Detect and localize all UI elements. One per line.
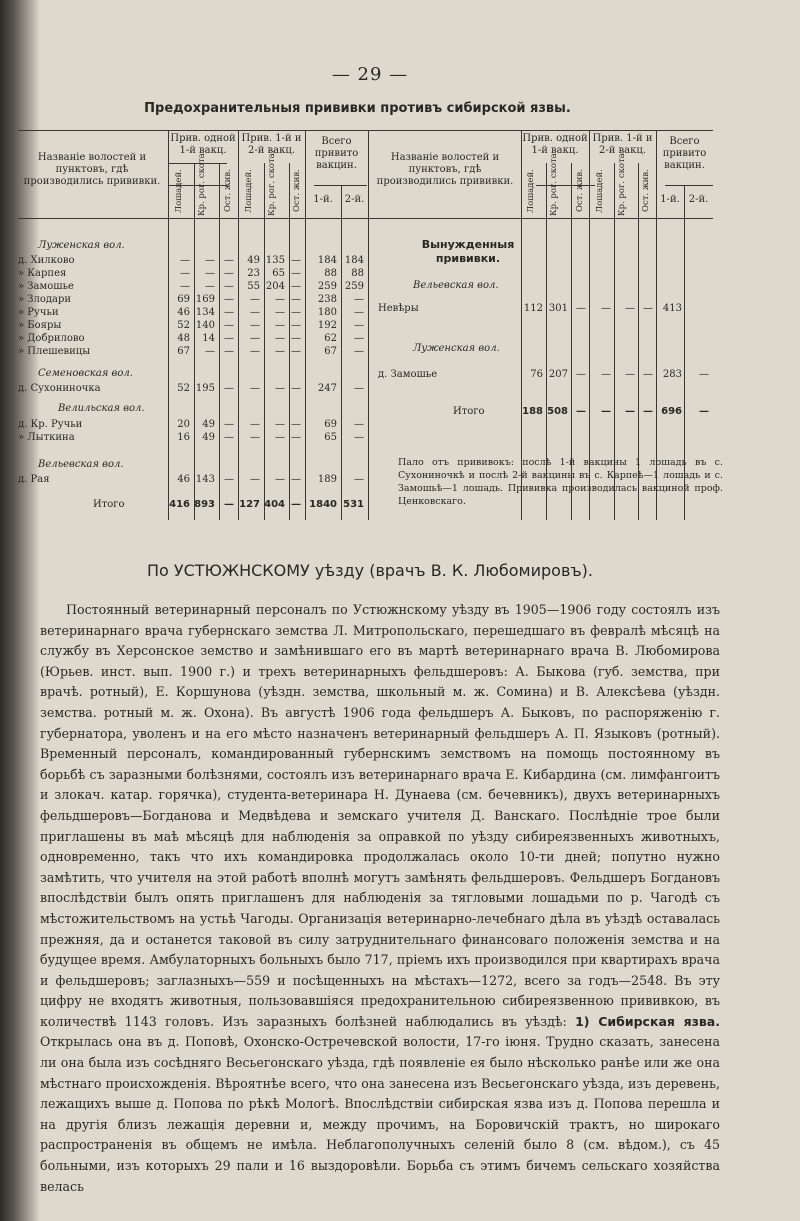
body-text	[40, 600, 720, 1197]
header-group1-right: Прив. одной 1-й вакц.	[522, 133, 588, 156]
header-horses-2: Лошадей.	[244, 169, 254, 213]
header-group3: Всего привито вакцин.	[314, 136, 359, 171]
table-total-row: Итого 188 508 — — — — 696 —	[453, 406, 709, 417]
table-row: » Бояры 52 140 — — — — 192 —	[18, 320, 364, 331]
vaccination-table	[18, 130, 723, 520]
table-row: д. Рая 46 143 — — — — 189 —	[18, 474, 364, 485]
table-title: Предохранительныя прививки противъ сибирской язвы.	[144, 101, 571, 116]
header-others-2: Ост. жив.	[292, 169, 302, 213]
table-row: д. Кр. Ручьи 20 49 — — — — 69 —	[18, 419, 364, 430]
body-paragraph: Постоянный ветеринарный персоналъ по Устюжнскому уѣзду въ 1905—1906 году состоялъ изъ ветеринарнаго врача губернскаго земства Л. Митропольскаго, перешедшаго въ февралѣ мѣсяцѣ на службу въ Херсонское земство и замѣнившаго его въ мартѣ ветеринарнаго врача В. Любомирова (Юрьев. инст. вып. 1900 г.) и трехъ ветеринарныхъ фельдшеровъ: А. Быкова (губ. земства, при врачѣ. ротный), Е. Коршунова (уѣздн. земства, школьный м. ж. Сомина) и В. Алексѣева (уѣздн. земства. ротный м. ж. Охона). Въ августѣ 1906 года фельдшеръ А. Быковъ, по распоряженію г. губернатора, уволенъ и на его мѣсто назначенъ ветеринарный фельдшеръ А. П. Языковъ (ротный). Временный персоналъ, командированный губернскимъ земствомъ на помощь постоянному въ борьбѣ съ заразными болѣзнями, состоялъ изъ ветеринарнаго врача Е. Кибардина (см. лимфангоитъ и злокач. катар. горячка), студента-ветеринара Н. Дунаева (см. бечевникъ), двухъ ветеринарныхъ фельдшеровъ—Богданова и Медвѣдева и земскаго учителя Д. Ванскаго. Послѣдніе трое были приглашены въ маѣ мѣсяцѣ для наблюденія за оправкой по уѣзду сибиреязвенныхъ животныхъ, одновременно, такъ что ихъ командировка продолжалась около 10-ти дней; попутно нужно замѣтить, что учителя на этой работѣ вполнѣ могутъ замѣнять фельдшеровъ. Фельдшеръ Богдановъ впослѣдствіи былъ опять приглашенъ для наблюденія за тягловыми лошадьми по р. Чагодѣ съ мѣстожительствомъ на устьѣ Чагоды. Организація ветеринарно-лечебнаго дѣла въ уѣздѣ оставалась прежняя, да и останется таковой въ силу затруднительнаго финансоваго положенія земства и на будущее время. Амбулаторныхъ больныхъ было 717, пріемъ ихъ производился при квартирахъ врача и фельдшеровъ; заглазныхъ—559 и посѣщенныхъ на мѣстахъ—1272, всего за годъ—2548. Въ эту цифру не входятъ животныя, пользовавшіяся предохранительною сибиреязвенною прививкою, въ количествѣ 1143 головъ. Изъ заразныхъ болѣзней наблюдались въ уѣздѣ: 1) Сибирская язва. Открылась она въ д. Поповѣ, Охонско-Остречевской волости, 17-го іюня. Трудно сказать, занесена ли она была изъ сосѣдняго Весьегонскаго уѣзда, гдѣ появленіе ея было нѣсколько ранѣе или же она мѣстнаго происхожденія. Вѣроятнѣе всего, что она занесена изъ Весьегонскаго уѣзда, изъ деревень, лежащихъ выше д. Попова по рѣкѣ Мологѣ. Впослѣдствіи сибирская язва изъ д. Попова перешла и на другія близъ лежащія деревни и, между прочимъ, на Боровичскій трактъ, но широкаго распространенія въ общемъ не имѣла. Неблагополучныхъ селеній было 8 (см. вѣдом.), съ 45 больными, изъ которыхъ 29 пали и 16 выздоровѣли. Борьба съ этимъ бичемъ сельскаго хозяйства велась	[40, 602, 720, 1194]
header-others-right: Ост. жив.	[575, 169, 585, 213]
header-horses: Лошадей.	[174, 169, 184, 213]
header-others: Ост. жив.	[223, 169, 233, 213]
header-cattle: Кр. рог. скота.	[197, 150, 207, 216]
table-row: » Замошье — — — 55 204 — 259 259	[18, 281, 364, 292]
table-row: д. Хилково — — — 49 135 — 184 184	[18, 255, 364, 266]
header-horses-right-2: Лошадей.	[595, 169, 605, 213]
header-second: 2-й.	[344, 194, 365, 205]
header-first: 1-й.	[313, 194, 333, 205]
table-row: » Карпея — — — 23 65 — 88 88	[18, 268, 364, 279]
table-total-row: Итого 416 893 — 127 404 — 1840 531	[93, 499, 364, 510]
group-title: Вельевская вол.	[38, 459, 124, 470]
page-number: — 29 —	[331, 64, 409, 85]
group-title: Луженская вол.	[38, 240, 125, 251]
section-heading: По УСТЮЖНСКОМУ уѣзду (врачъ В. К. Любомировъ).	[146, 561, 594, 580]
table-row: » Ручьи 46 134 — — — — 180 —	[18, 307, 364, 318]
disease-label: 1) Сибирская язва.	[575, 1013, 720, 1029]
group-title: Луженская вол.	[413, 343, 500, 354]
table-row: » Злодари 69 169 — — — — 238 —	[18, 294, 364, 305]
header-others-right-2: Ост. жив.	[641, 169, 651, 213]
header-first-right: 1-й.	[660, 194, 680, 205]
header-cattle-right: Кр. рог. скота.	[549, 150, 559, 216]
header-name-col: Названіе волостей и пунктовъ, гдѣ производились прививки.	[23, 152, 161, 187]
header-group1: Прив. одной 1-й вакц.	[170, 133, 236, 156]
table-row: д. Сухониночка 52 195 — — — — 247 —	[18, 383, 364, 394]
table-footnote: Пало отъ прививокъ: послѣ 1-й вакцины 1 лошадь въ с. Сухониночкѣ и послѣ 2-й вакцины въ с. Карпеѣ—1 лошадь и с. Замошьѣ—1 лошадь. Прививка производилась вакциной проф. Ценковскаго.	[398, 457, 723, 507]
header-group3-right: Всего привито вакцин.	[662, 136, 707, 171]
group-title: Велильская вол.	[58, 403, 145, 414]
table-row: Невѣры 112 301 — — — — 413	[378, 303, 682, 314]
forced-vaccinations-title: Вынужденныя прививки.	[421, 238, 515, 265]
group-title: Вельевская вол.	[413, 280, 499, 291]
header-group2-right: Прив. 1-й и 2-й вакц.	[592, 133, 653, 156]
table-row: » Плешевицы 67 — — — — — 67 —	[18, 346, 364, 357]
header-cattle-right-2: Кр. рог. скота.	[617, 150, 627, 216]
header-second-right: 2-й.	[688, 194, 709, 205]
table-row: » Добрилово 48 14 — — — — 62 —	[18, 333, 364, 344]
header-group2: Прив. 1-й и 2-й вакц.	[241, 133, 302, 156]
header-cattle-2: Кр. рог. скота.	[267, 150, 277, 216]
header-name-col-right: Названіе волостей и пунктовъ, гдѣ производились прививки.	[376, 152, 514, 187]
header-horses-right: Лошадей.	[526, 169, 536, 213]
table-row: » Лыткина 16 49 — — — — 65 —	[18, 432, 364, 443]
row-name: д. Хилково	[18, 255, 75, 266]
group-title: Семеновская вол.	[38, 368, 133, 379]
table-row: д. Замошье 76 207 — — — — 283 —	[378, 369, 709, 380]
